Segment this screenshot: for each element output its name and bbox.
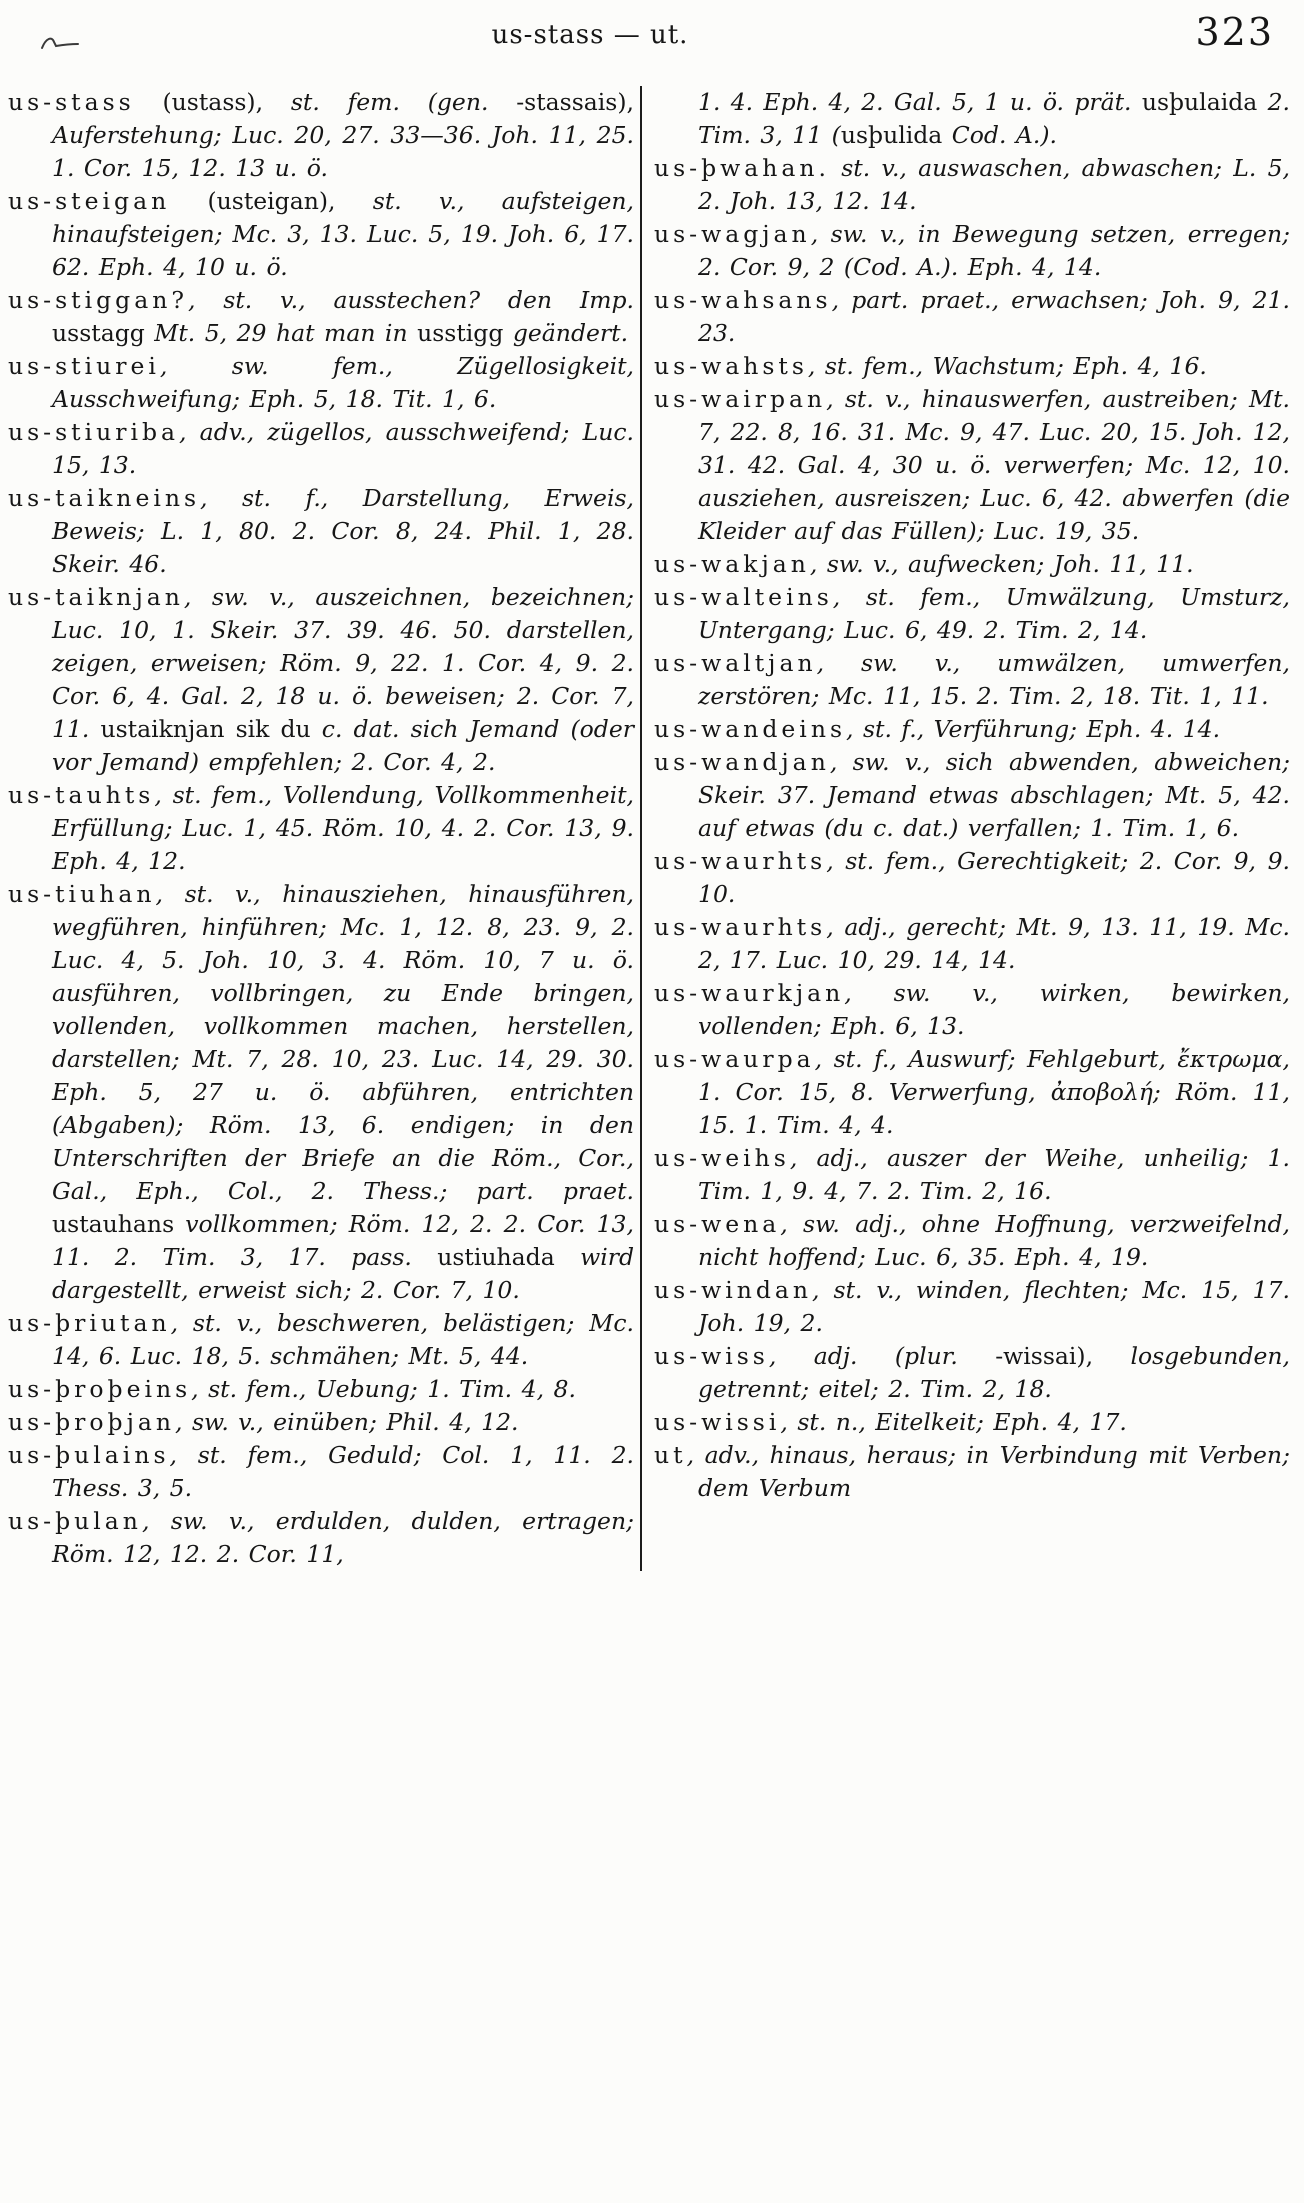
- gothic-form-text: ustiuhada: [437, 1243, 581, 1271]
- dictionary-entry: [654, 746, 1290, 845]
- headword: us-wissi: [654, 1408, 781, 1436]
- entry-text: , part. praet., erwachsen; Joh. 9, 21. 23.: [698, 286, 1290, 347]
- dictionary-entry: [8, 86, 634, 185]
- entry-text: , adv., hinaus, heraus; in Verbindung mit Verben; dem Verbum: [686, 1441, 1290, 1502]
- dictionary-entry: [654, 1208, 1290, 1274]
- dictionary-entry: [654, 383, 1290, 548]
- headword: us-wahsts: [654, 352, 808, 380]
- headword: us-wahsans: [654, 286, 832, 314]
- entry-text: , st. v., ausstechen? den Imp.: [187, 286, 634, 314]
- entry-text: 1. 4. Eph. 4, 2. Gal. 5, 1 u. ö. prät.: [698, 88, 1142, 116]
- entry-text: , st. v., winden, flechten; Mc. 15, 17. Joh. 19, 2.: [698, 1276, 1290, 1337]
- dictionary-entry: [654, 152, 1290, 218]
- running-header: us-stass — ut.: [491, 20, 689, 50]
- entry-text: , adj., gerecht; Mt. 9, 13. 11, 19. Mc. 2, 17. Luc. 10, 29. 14, 14.: [698, 913, 1290, 974]
- entry-continuation: [654, 86, 1290, 152]
- dictionary-entry: [8, 185, 634, 284]
- headword: us-wagjan: [654, 220, 811, 248]
- entry-text: , sw. v., sich abwenden, abweichen; Skeir. 37. Jemand etwas abschlagen; Mt. 5, 42. auf etwas (du c. dat.) verfallen; 1. Tim. 1, 6.: [698, 748, 1290, 842]
- gothic-form-text: -wissai),: [995, 1342, 1131, 1370]
- headword: us-steigan: [8, 187, 171, 215]
- entry-text: , st. n., Eitelkeit; Eph. 4, 17.: [780, 1408, 1127, 1436]
- headword: us-þroþjan: [8, 1408, 175, 1436]
- dictionary-entry: [654, 713, 1290, 746]
- headword: us-waurpa: [654, 1045, 815, 1073]
- gothic-form-text: (ustass),: [134, 88, 291, 116]
- entry-text: , st. fem., Umwälzung, Umsturz, Untergang; Luc. 6, 49. 2. Tim. 2, 14.: [698, 583, 1290, 644]
- dictionary-entry: [8, 1373, 634, 1406]
- dictionary-entry: [8, 482, 634, 581]
- headword: us-wakjan: [654, 550, 810, 578]
- entry-text: , st. fem., Vollendung, Vollkommenheit, Erfüllung; Luc. 1, 45. Röm. 10, 4. 2. Cor. 13, 9. Eph. 4, 12.: [52, 781, 634, 875]
- dictionary-entry: [654, 548, 1290, 581]
- dictionary-entry: [654, 1274, 1290, 1340]
- entry-text: wird dargestellt, erweist sich; 2. Cor. 7, 10.: [52, 1243, 634, 1304]
- headword: us-stass: [8, 88, 135, 116]
- dictionary-entry: [654, 350, 1290, 383]
- entry-text: , st. v., beschweren, belästigen; Mc. 14, 6. Luc. 18, 5. schmähen; Mt. 5, 44.: [52, 1309, 634, 1370]
- headword: us-taiknjan: [8, 583, 184, 611]
- entry-text: losgebunden, getrennt; eitel; 2. Tim. 2, 18.: [698, 1342, 1290, 1403]
- dictionary-entry: [654, 977, 1290, 1043]
- entry-text: , sw. v., auszeichnen, bezeichnen; Luc. 10, 1. Skeir. 37. 39. 46. 50. darstellen, zeigen, erweisen; Röm. 9, 22. 1. Cor. 4, 9. 2. Cor. 6, 4. Gal. 2, 18 u. ö. beweisen; 2. Cor. 7, 11.: [52, 583, 634, 743]
- headword: ut: [654, 1441, 687, 1469]
- headword: us-waurhts: [654, 913, 827, 941]
- headword: us-weihs: [654, 1144, 790, 1172]
- gothic-form-text: ustauhans: [52, 1210, 186, 1238]
- entry-text: , st. f., Darstellung, Erweis, Beweis; L. 1, 80. 2. Cor. 8, 24. Phil. 1, 28. Skeir. 46.: [52, 484, 634, 578]
- entry-text: , sw. v., aufwecken; Joh. 11, 11.: [809, 550, 1194, 578]
- entry-text: , st. v., hinauswerfen, austreiben; Mt. 7, 22. 8, 16. 31. Mc. 9, 47. Luc. 20, 15. Joh. 12, 31. 42. Gal. 4, 30 u. ö. verwerfen; Mc. 12, 10. ausziehen, ausreiszen; Luc. 6, 42. abwerfen (die Kleider auf das Füllen); Luc. 19, 35.: [698, 385, 1290, 545]
- headword: us-tiuhan: [8, 880, 156, 908]
- dictionary-entry: [654, 845, 1290, 911]
- dictionary-entry: [8, 1505, 634, 1571]
- entry-text: , sw. v., einüben; Phil. 4, 12.: [175, 1408, 519, 1436]
- headword: us-stiurei: [8, 352, 160, 380]
- dictionary-entry: [8, 581, 634, 779]
- dictionary-entry: [8, 1406, 634, 1439]
- headword: us-wairpan: [654, 385, 827, 413]
- entry-text: , sw. v., wirken, bewirken, vollenden; Eph. 6, 13.: [698, 979, 1290, 1040]
- dictionary-entry: [654, 1142, 1290, 1208]
- dictionary-entry: [654, 1439, 1290, 1505]
- dictionary-entry: [654, 1043, 1290, 1142]
- headword: us-wandjan: [654, 748, 830, 776]
- gothic-form-text: (usteigan),: [170, 187, 373, 215]
- entry-text: Cod. A.).: [951, 121, 1057, 149]
- left-column: [8, 86, 640, 1571]
- gothic-form-text: -stassais),: [516, 88, 635, 116]
- headword: us-waurkjan: [654, 979, 845, 1007]
- headword: us-wandeins: [654, 715, 847, 743]
- text-columns: [8, 86, 1296, 1571]
- gothic-form-text: usstagg: [52, 319, 155, 347]
- dictionary-entry: [654, 581, 1290, 647]
- entry-text: , st. f., Verführung; Eph. 4. 14.: [846, 715, 1221, 743]
- entry-text: Mt. 5, 29 hat man in: [154, 319, 418, 347]
- right-column: [642, 86, 1290, 1571]
- dictionary-entry: [654, 284, 1290, 350]
- gothic-form-text: usstigg: [417, 319, 513, 347]
- headword: us-þulains: [8, 1441, 170, 1469]
- entry-text: , adv., zügellos, ausschweifend; Luc. 15, 13.: [52, 418, 634, 479]
- dictionary-entry: [8, 779, 634, 878]
- entry-text: , st. fem., Wachstum; Eph. 4, 16.: [807, 352, 1207, 380]
- dictionary-entry: [8, 416, 634, 482]
- headword: us-walteins: [654, 583, 833, 611]
- entry-text: , st. v., hinausziehen, hinausführen, wegführen, hinführen; Mc. 1, 12. 8, 23. 9, 2. Luc. 4, 5. Joh. 10, 3. 4. Röm. 10, 7 u. ö. ausführen, vollbringen, zu Ende bringen, vollenden, vollkommen machen, herstellen, darstellen; Mt. 7, 28. 10, 23. Luc. 14, 29. 30. Eph. 5, 27 u. ö. abführen, entrichten (Abgaben); Röm. 13, 6. endigen; in den Unterschriften der Briefe an die Röm., Cor., Gal., Eph., Col., 2. Thess.; part. praet.: [52, 880, 634, 1205]
- headword: us-þroþeins: [8, 1375, 192, 1403]
- headword: us-stiuriba: [8, 418, 180, 446]
- headword: us-waurhts: [654, 847, 827, 875]
- entry-text: , adj., auszer der Weihe, unheilig; 1. Tim. 1, 9. 4, 7. 2. Tim. 2, 16.: [698, 1144, 1290, 1205]
- headword: us-þriutan: [8, 1309, 171, 1337]
- headword: us-wiss: [654, 1342, 769, 1370]
- headword: us-waltjan: [654, 649, 817, 677]
- dictionary-entry: [654, 647, 1290, 713]
- entry-text: , sw. v., umwälzen, umwerfen, zerstören; Mc. 11, 15. 2. Tim. 2, 18. Tit. 1, 11.: [698, 649, 1290, 710]
- entry-text: , sw. v., in Bewegung setzen, erregen; 2. Cor. 9, 2 (Cod. A.). Eph. 4, 14.: [698, 220, 1290, 281]
- entry-text: , st. f., Auswurf; Fehlgeburt, ἔκτρωμα, 1. Cor. 15, 8. Verwerfung, ἀποβολή; Röm. 11, 15. 1. Tim. 4, 4.: [698, 1045, 1290, 1139]
- entry-text: , st. fem., Uebung; 1. Tim. 4, 8.: [191, 1375, 576, 1403]
- entry-text: geändert.: [512, 319, 629, 347]
- entry-text: st. v., aufsteigen, hinaufsteigen; Mc. 3, 13. Luc. 5, 19. Joh. 6, 17. 62. Eph. 4, 10 u. ö.: [52, 187, 634, 281]
- entry-text: st. fem. (gen.: [290, 88, 517, 116]
- entry-text: , st. fem., Geduld; Col. 1, 11. 2. Thess. 3, 5.: [52, 1441, 634, 1502]
- entry-text: Auferstehung; Luc. 20, 27. 33—36. Joh. 11, 25. 1. Cor. 15, 12. 13 u. ö.: [52, 121, 634, 182]
- headword: us-þwahan.: [654, 154, 831, 182]
- dictionary-entry: [8, 350, 634, 416]
- dictionary-entry: [654, 1406, 1290, 1439]
- dictionary-entry: [8, 1307, 634, 1373]
- gothic-form-text: usþulida: [840, 121, 952, 149]
- entry-text: , sw. adj., ohne Hoffnung, verzweifelnd, nicht hoffend; Luc. 6, 35. Eph. 4, 19.: [698, 1210, 1290, 1271]
- dictionary-entry: [654, 218, 1290, 284]
- headword: us-taikneins: [8, 484, 201, 512]
- entry-text: 2. Tim. 3, 11 (: [698, 88, 1290, 149]
- headword: us-wena: [654, 1210, 781, 1238]
- entry-text: , st. fem., Gerechtigkeit; 2. Cor. 9, 9. 10.: [698, 847, 1290, 908]
- gothic-form-text: usþulaida: [1141, 88, 1268, 116]
- dictionary-entry: [8, 1439, 634, 1505]
- entry-text: c. dat. sich Jemand (oder vor Jemand) empfehlen; 2. Cor. 4, 2.: [52, 715, 634, 776]
- entry-text: vollkommen; Röm. 12, 2. 2. Cor. 13, 11. 2. Tim. 3, 17. pass.: [52, 1210, 634, 1271]
- entry-text: , adj. (plur.: [768, 1342, 996, 1370]
- page-number: 323: [1195, 10, 1274, 54]
- entry-text: , sw. fem., Zügellosigkeit, Ausschweifung; Eph. 5, 18. Tit. 1, 6.: [52, 352, 634, 413]
- headword: us-stiggan?: [8, 286, 188, 314]
- handwritten-mark: [36, 30, 82, 56]
- headword: us-windan: [654, 1276, 813, 1304]
- entry-text: st. v., auswaschen, abwaschen; L. 5, 2. Joh. 13, 12. 14.: [698, 154, 1290, 215]
- entry-text: , sw. v., erdulden, dulden, ertragen; Röm. 12, 12. 2. Cor. 11,: [52, 1507, 634, 1568]
- dictionary-entry: [8, 878, 634, 1307]
- dictionary-entry: [8, 284, 634, 350]
- gothic-form-text: ustaiknjan sik du: [100, 715, 322, 743]
- dictionary-entry: [654, 911, 1290, 977]
- dictionary-entry: [654, 1340, 1290, 1406]
- headword: us-þulan: [8, 1507, 142, 1535]
- headword: us-tauhts: [8, 781, 155, 809]
